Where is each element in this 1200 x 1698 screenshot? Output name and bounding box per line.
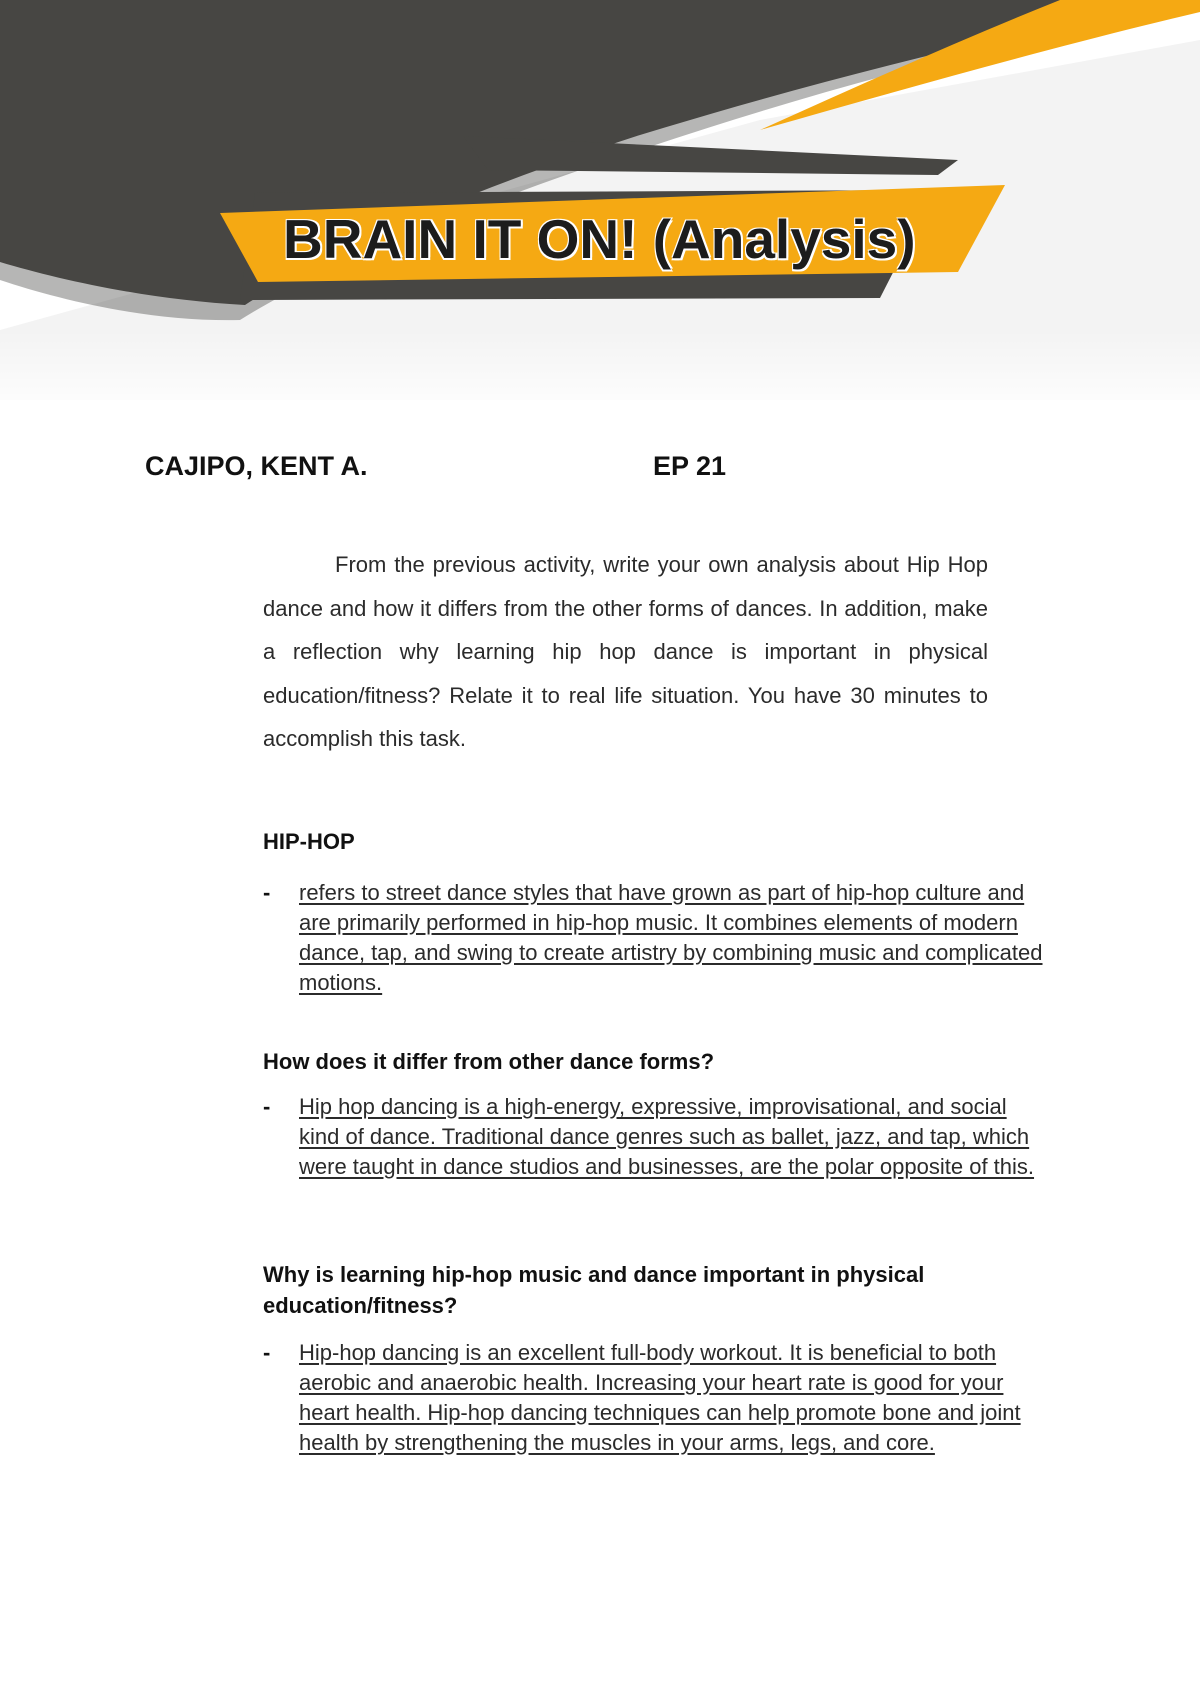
answer-differences	[263, 1092, 1053, 1182]
answer-hiphop	[263, 878, 1053, 998]
bullet-dash: -	[263, 880, 271, 905]
section-heading-importance: Why is learning hip-hop music and dance important in physical education/fitness?	[263, 1262, 925, 1318]
answer-text: Hip-hop dancing is an excellent full-body workout. It is beneficial to both aerobic and anaerobic health. Increasing your heart rate is good for your heart health. Hip-hop dancing techniques can help promote bone and joint health by strengthening the muscles in your arms, legs, and core.	[299, 1340, 1021, 1455]
section-code: EP 21	[653, 451, 727, 481]
answer-importance	[263, 1338, 1053, 1458]
answer-text: Hip hop dancing is a high-energy, expressive, improvisational, and social kind of dance. Traditional dance genres such as ballet, jazz, and tap, which were taught in dance studios and businesses, are the polar opposite of this.	[299, 1094, 1035, 1179]
answer-text: refers to street dance styles that have grown as part of hip-hop culture and are primarily performed in hip-hop music. It combines elements of modern dance, tap, and swing to create artistry by combining music and complicated motions.	[299, 880, 1043, 995]
bullet-dash: -	[263, 1094, 271, 1119]
section-heading-differences: How does it differ from other dance forms?	[263, 1049, 715, 1074]
instructions-paragraph: From the previous activity, write your own analysis about Hip Hop dance and how it differs from the other forms of dances. In addition, make a reflection why learning hip hop dance is important in physical education/fitness? Relate it to real life situation. You have 30 minutes to accomplish this task.	[263, 552, 988, 751]
section-heading-hiphop: HIP-HOP	[263, 829, 355, 854]
student-name: CAJIPO, KENT A.	[145, 451, 368, 481]
bullet-dash: -	[263, 1340, 271, 1365]
banner-title: BRAIN IT ON! (Analysis)	[283, 208, 916, 270]
